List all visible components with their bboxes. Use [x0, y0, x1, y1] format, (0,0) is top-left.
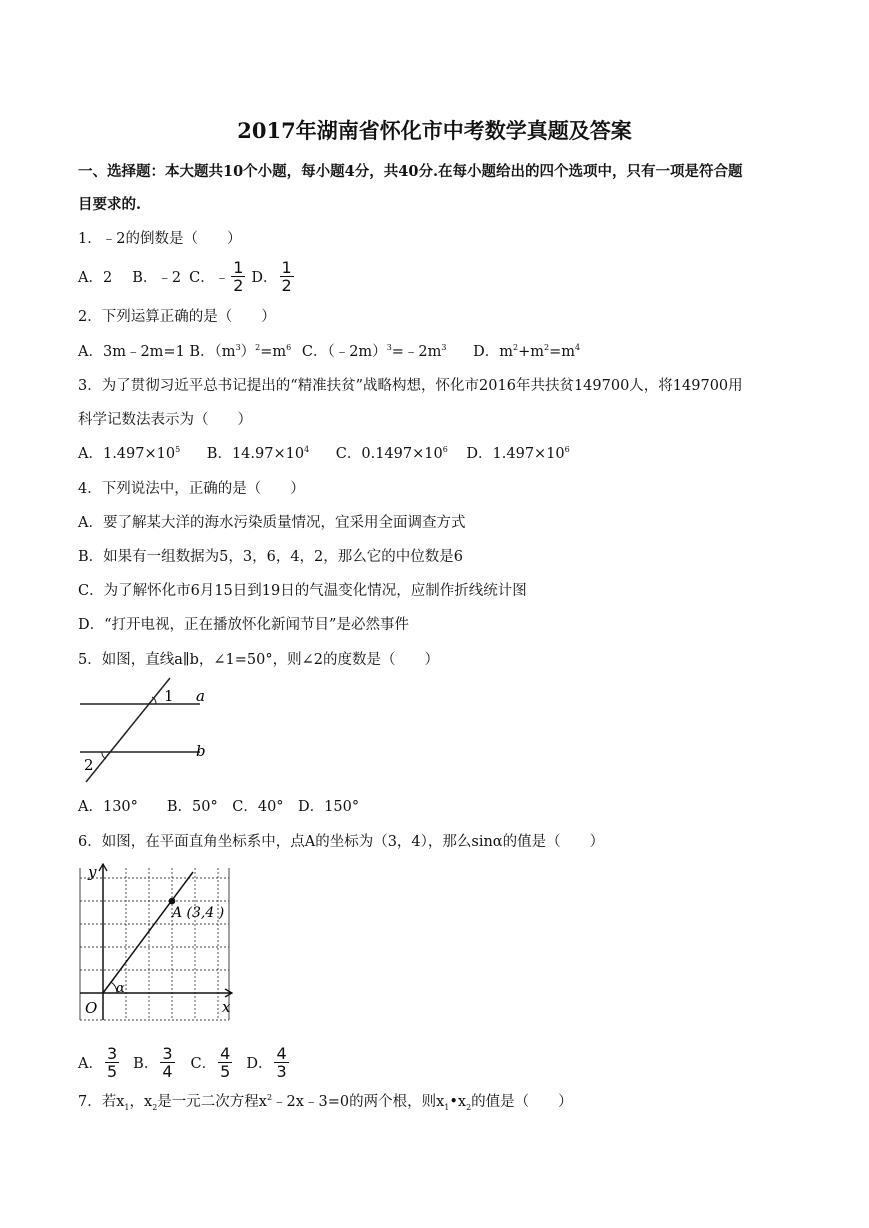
q2-stem: 2．下列运算正确的是（ ） — [78, 309, 276, 325]
q6-options — [78, 1040, 291, 1084]
label-angle-2: 2 — [84, 756, 94, 774]
label-point-A: A (3,4 ) — [172, 905, 225, 921]
label-line-a: a — [196, 687, 205, 705]
q2-option-b: B．$(m^3)^2=m^6$ — [189, 343, 292, 360]
q3-option-a: A．$1.497\times 10^5$ — [78, 445, 181, 462]
q1-c-denominator: 2 — [233, 275, 244, 295]
label-y: y — [88, 863, 97, 881]
q4-option-d: D．“打开电视，正在播放怀化新闻节目”是必然事件 — [78, 617, 409, 633]
q1-c-numerator: 1 — [233, 257, 244, 277]
q7-stem: 7．若$x_1$，$x_2$是一元二次方程$x^2﹣2x﹣3=0$的两个根，则$x_1•x_2$的值是（ ） — [78, 1093, 573, 1112]
q1-option-d-prefix: D． — [251, 269, 278, 286]
q1-stem: 1．﹣2的倒数是（ ） — [78, 231, 242, 247]
transversal-line — [86, 678, 170, 782]
section-heading-line2: 目要求的. — [78, 196, 142, 213]
label-alpha: α — [116, 981, 125, 996]
label-origin: O — [85, 999, 98, 1017]
q1-option-a: A．2 — [78, 269, 113, 286]
q6-coordinate-figure — [76, 860, 236, 1025]
q4-option-b: B．如果有一组数据为5，3，6，4，2，那么它的中位数是6 — [78, 549, 464, 565]
q1-option-c-prefix: C．﹣ — [189, 269, 230, 286]
q2-option-d: D．$m^2+m^2=m^4$ — [473, 343, 581, 360]
q1-d-numerator: 1 — [281, 257, 292, 277]
q3-option-b: B．$14.97\times 10^4$ — [206, 445, 310, 462]
page-title: 2017年湖南省怀化市中考数学真题及答案 — [237, 118, 632, 143]
q6-option-d-prefix: D． — [246, 1055, 273, 1072]
q1-option-b: B．﹣2 — [132, 269, 182, 286]
q4-option-a: A．要了解某大洋的海水污染质量情况，宜采用全面调查方式 — [78, 515, 466, 531]
ray-OA — [103, 872, 193, 993]
q2-options — [78, 340, 580, 361]
q3-options — [78, 442, 570, 463]
point-A — [169, 898, 176, 905]
q1-options — [78, 256, 296, 296]
q3-option-d: D．$1.497\times 10^6$ — [466, 445, 570, 462]
q5-options: A．130° B．50° C．40° D．150° — [78, 799, 360, 815]
label-line-b: b — [196, 742, 206, 760]
q6-option-c-fraction: $\frac{4}{5}$ — [220, 1043, 231, 1081]
q5-parallel-lines-figure — [78, 676, 218, 786]
q5-stem: 5．如图，直线a∥b，∠1=50°，则∠2的度数是（ ） — [78, 652, 439, 668]
q1-option-c-fraction — [231, 259, 245, 294]
q6-option-b-fraction: $\frac{3}{4}$ — [162, 1043, 173, 1081]
q2-option-a: A．3m﹣2m=1 — [78, 344, 185, 360]
label-angle-1: 1 — [164, 687, 174, 705]
q6-option-c-prefix: C． — [190, 1055, 217, 1072]
section-heading-line1: 一、选择题：本大题共10个小题，每小题4分，共40分.在每小题给出的四个选项中，只有一项是符合题 — [78, 163, 743, 180]
q2-option-c: C．$(﹣2m)^3=﹣2m^3$ — [301, 343, 447, 360]
q6-option-a-prefix: A． — [78, 1055, 103, 1072]
q4-option-c: C．为了解怀化市6月15日到19日的气温变化情况，应制作折线统计图 — [78, 583, 527, 599]
q3-option-c: C．$0.1497\times 10^6$ — [335, 445, 448, 462]
q6-option-a-fraction: $\frac{3}{5}$ — [106, 1043, 118, 1081]
q6-stem: 6．如图，在平面直角坐标系中，点A的坐标为（3，4），那么sinα的值是（ ） — [78, 834, 605, 850]
label-x: x — [222, 998, 231, 1016]
q1-d-denominator: 2 — [281, 275, 292, 295]
q4-stem: 4．下列说法中，正确的是（ ） — [78, 481, 305, 497]
q3-stem-line2: 科学记数法表示为（ ） — [78, 412, 252, 428]
q3-stem-line1: 3．为了贯彻习近平总书记提出的“精准扶贫”战略构想，怀化市2016年共扶贫149700人，将149700用 — [78, 378, 743, 394]
q6-option-d-fraction: $\frac{4}{3}$ — [276, 1043, 287, 1081]
q1-option-d-fraction — [280, 259, 294, 294]
q6-option-b-prefix: B． — [133, 1055, 159, 1072]
